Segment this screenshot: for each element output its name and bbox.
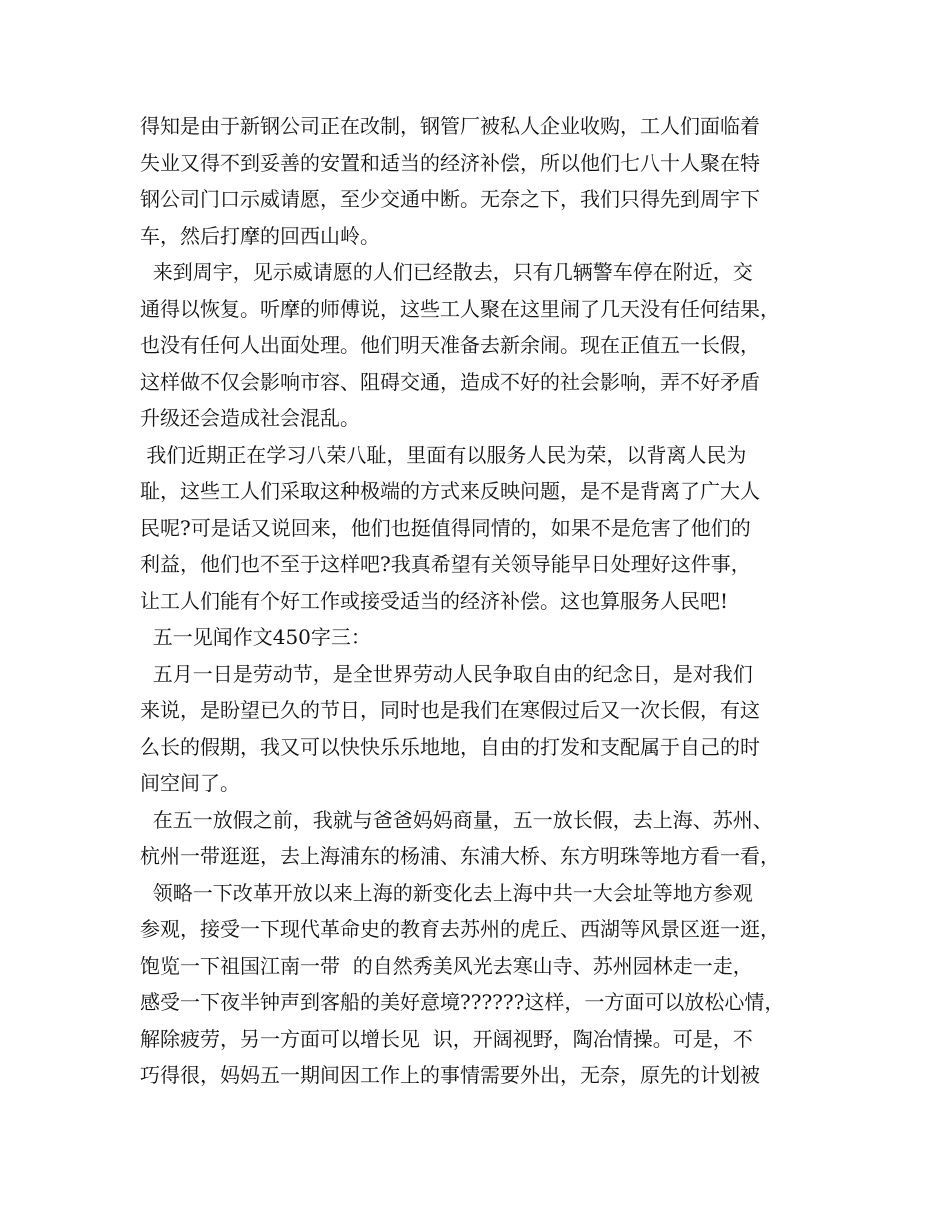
essay-text — [140, 108, 840, 1094]
text-line: 也没有任何人出面处理。他们明天准备去新余闹。现在正值五一长假， — [140, 333, 760, 357]
text-line: 来到周宇，见示威请愿的人们已经散去，只有几辆警车停在附近，交 — [140, 260, 753, 284]
text-line: 利益，他们也不至于这样吧?我真希望有关领导能早日处理好这件事， — [140, 552, 751, 576]
text-line: 失业又得不到妥善的安置和适当的经济补偿，所以他们七八十人聚在特 — [140, 150, 760, 175]
text-line: 解除疲劳，另一方面可以增长见 识，开阔视野，陶冶情操。可是，不 — [140, 1026, 753, 1051]
text-line: 五月一日是劳动节，是全世界劳动人民争取自由的纪念日，是对我们 — [140, 661, 753, 686]
text-line: 升级还会造成社会混乱。 — [140, 406, 360, 430]
text-line: 杭州一带逛逛，去上海浦东的杨浦、东浦大桥、东方明珠等地方看一看， — [140, 844, 780, 868]
text-line: 民呢?可是话又说回来，他们也挺值得同情的，如果不是危害了他们的 — [140, 515, 751, 540]
text-line: 参观，接受一下现代革命史的教育去苏州的虎丘、西湖等风景区逛一逛， — [140, 917, 780, 941]
text-line: 领略一下改革开放以来上海的新变化去上海中共一大会址等地方参观 — [140, 880, 753, 905]
text-line: 饱览一下祖国江南一带 的自然秀美风光去寒山寺、苏州园林走一走， — [140, 953, 753, 978]
section-heading: 五一见闻作文450字三： — [140, 625, 371, 649]
text-line: 来说，是盼望已久的节日，同时也是我们在寒假过后又一次长假，有这 — [140, 698, 760, 722]
text-line: 间空间了。 — [140, 771, 240, 795]
text-line: 感受一下夜半钟声到客船的美好意境??????这样，一方面可以放松心情， — [140, 990, 785, 1014]
text-line: 么长的假期，我又可以快快乐乐地地，自由的打发和支配属于自己的时 — [140, 734, 760, 759]
text-line: 我们近期正在学习八荣八耻，里面有以服务人民为荣，以背离人民为 — [140, 442, 747, 467]
text-line: 耻，这些工人们采取这种极端的方式来反映问题，是不是背离了广大人 — [140, 479, 760, 503]
text-line: 这样做不仅会影响市容、阻碍交通，造成不好的社会影响，弄不好矛盾 — [140, 369, 760, 394]
text-line: 通得以恢复。听摩的师傅说，这些工人聚在这里闹了几天没有任何结果， — [140, 296, 780, 321]
text-line: 钢公司门口示威请愿，至少交通中断。无奈之下，我们只得先到周宇下 — [140, 187, 760, 211]
text-line: 让工人们能有个好工作或接受适当的经济补偿。这也算服务人民吧! — [140, 588, 729, 613]
text-line: 车，然后打摩的回西山岭。 — [140, 223, 380, 248]
text-line: 巧得很，妈妈五一期间因工作上的事情需要外出，无奈，原先的计划被 — [140, 1063, 760, 1087]
text-line: 得知是由于新钢公司正在改制，钢管厂被私人企业收购，工人们面临着 — [140, 114, 760, 138]
text-line: 在五一放假之前，我就与爸爸妈妈商量，五一放长假，去上海、苏州、 — [140, 807, 773, 832]
